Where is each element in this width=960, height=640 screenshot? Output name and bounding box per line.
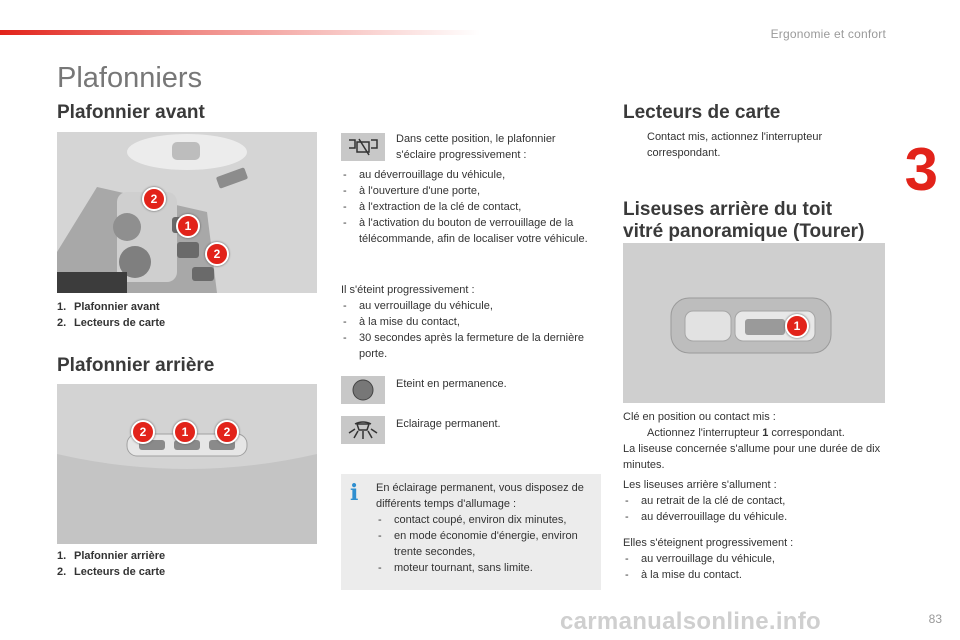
page-number: 83 (928, 612, 942, 626)
front-ceiling-light-photo (57, 132, 317, 293)
list-item: - à la mise du contact. (623, 567, 885, 583)
reading-light-illustration (623, 243, 885, 403)
rear-ceiling-light-photo (57, 384, 317, 544)
top-accent-bar (0, 30, 480, 35)
page-title: Plafonniers (57, 62, 203, 94)
list-item: - à l'activation du bouton de verrouillage de la télécommande, afin de localiser votre véhicule. (341, 215, 603, 247)
caption-item: 2. Lecteurs de carte (57, 566, 166, 578)
permanent-light-icon (341, 416, 385, 444)
rear-reading-light-photo (623, 243, 885, 403)
info-icon: i (350, 480, 359, 506)
caption-item: 2. Lecteurs de carte (57, 317, 166, 329)
permanent-mode-text: Eclairage permanent. (396, 418, 501, 430)
info-box (341, 474, 601, 590)
list-item: - au verrouillage du véhicule, (623, 551, 885, 567)
list-item: - en mode économie d'énergie, environ trente secondes, (376, 528, 594, 560)
rear-caption-list (57, 548, 165, 580)
info-text: En éclairage permanent, vous disposez de différents temps d'allumage : (376, 482, 584, 510)
liseuses-text-block (623, 409, 885, 473)
door-mode-list (341, 167, 603, 247)
label-badge-2: 2 (131, 420, 155, 444)
liseuses-instruction: Actionnez l'interrupteur 1 correspondant. (647, 427, 845, 439)
list-item: - au déverrouillage du véhicule, (341, 167, 603, 183)
info-list (376, 512, 594, 576)
watermark: carmanualsonline.info (560, 608, 822, 635)
list-item: - au verrouillage du véhicule, (341, 298, 603, 314)
heading-plafonnier-arriere: Plafonnier arrière (57, 355, 215, 376)
rear-ceiling-illustration (57, 384, 317, 544)
label-badge-2: 2 (215, 420, 239, 444)
off-progressive-title: Il s'éteint progressivement : (341, 284, 475, 296)
door-light-icon (341, 133, 385, 161)
front-caption-list (57, 299, 165, 331)
list-item: - au retrait de la clé de contact, (623, 493, 885, 509)
lecteurs-instruction: Contact mis, actionnez l'interrupteur correspondant. (647, 131, 823, 159)
section-title: Ergonomie et confort (770, 27, 886, 41)
liseuses-on-title: Les liseuses arrière s'allument : (623, 479, 777, 491)
off-mode-text: Eteint en permanence. (396, 378, 507, 390)
label-badge-1: 1 (173, 420, 197, 444)
heading-plafonnier-avant: Plafonnier avant (57, 102, 205, 123)
off-circle-icon (341, 376, 385, 404)
front-ceiling-illustration (57, 132, 317, 293)
label-badge-2: 2 (142, 187, 166, 211)
list-item: - à l'ouverture d'une porte, (341, 183, 603, 199)
door-mode-text: Dans cette position, le plafonnier s'éclaire progressivement : (396, 133, 556, 161)
list-item: - contact coupé, environ dix minutes, (376, 512, 594, 528)
door-light-icon-graphic (345, 136, 381, 158)
liseuses-on-list (623, 493, 885, 525)
heading-liseuses: Liseuses arrière du toit vitré panoramique (Tourer) (623, 199, 865, 242)
liseuses-duration: La liseuse concernée s'allume pour une durée de dix minutes. (623, 443, 881, 471)
liseuses-off-list (623, 551, 885, 583)
label-badge-2: 2 (205, 242, 229, 266)
caption-item: 1. Plafonnier arrière (57, 550, 166, 562)
liseuses-off-title: Elles s'éteignent progressivement : (623, 537, 794, 549)
list-item: - au déverrouillage du véhicule. (623, 509, 885, 525)
list-item: - moteur tournant, sans limite. (376, 560, 594, 576)
heading-lecteurs-de-carte: Lecteurs de carte (623, 102, 781, 123)
list-item: - 30 secondes après la fermeture de la dernière porte. (341, 330, 603, 362)
off-progressive-list (341, 298, 603, 362)
caption-item: 1. Plafonnier avant (57, 301, 160, 313)
liseuses-condition: Clé en position ou contact mis : (623, 411, 776, 423)
list-item: - à la mise du contact, (341, 314, 603, 330)
list-item: - à l'extraction de la clé de contact, (341, 199, 603, 215)
chapter-number: 3 (904, 136, 938, 203)
label-badge-1: 1 (176, 214, 200, 238)
label-badge-1: 1 (785, 314, 809, 338)
